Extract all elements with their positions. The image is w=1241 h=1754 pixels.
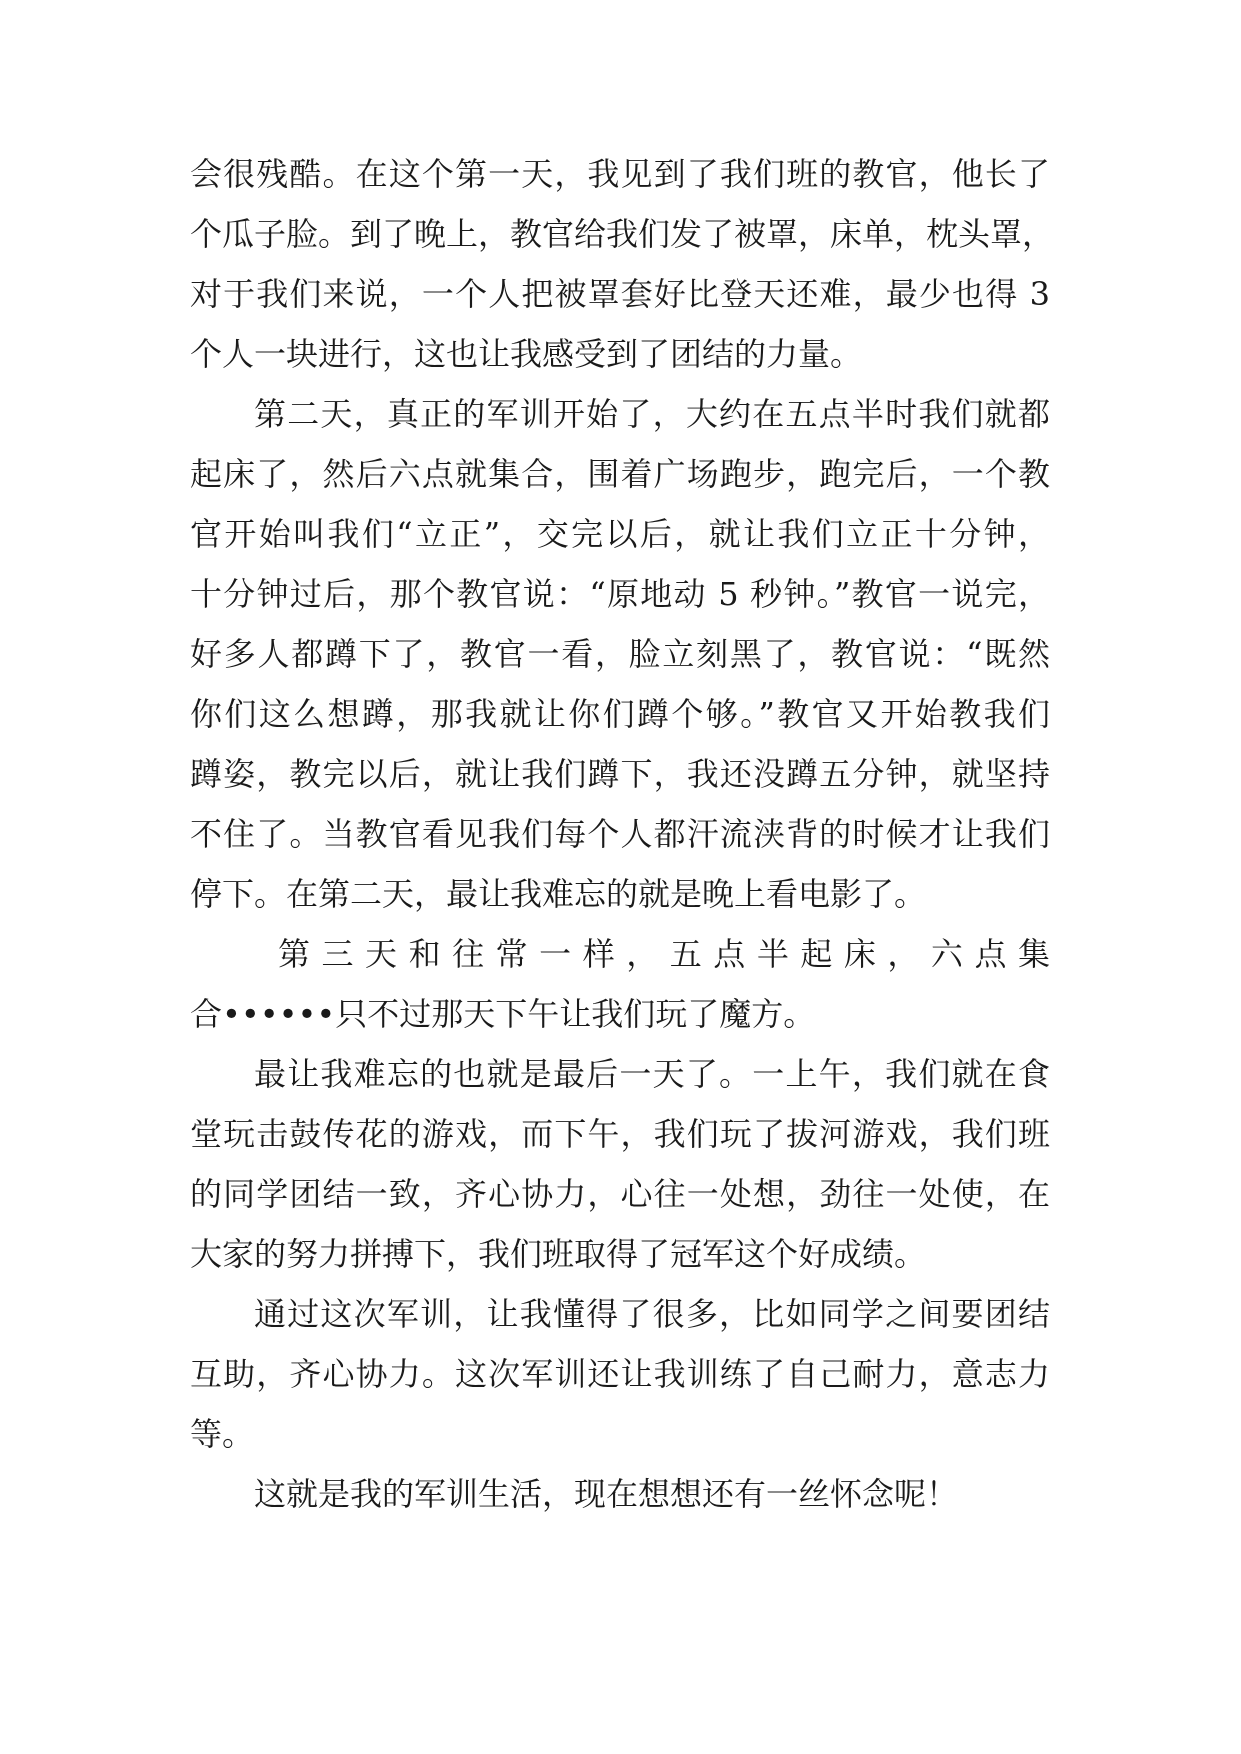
essay-body <box>190 144 1055 1524</box>
paragraph-2 <box>190 384 1050 924</box>
text-line: 的同学团结一致，齐心协力，心往一处想，劲往一处使，在 <box>190 1175 1050 1213</box>
paragraph-4 <box>190 1044 1050 1284</box>
text-line: 不住了。当教官看见我们每个人都汗流浃背的时候才让我们 <box>190 815 1050 853</box>
text-line: 会很残酷。在这个第一天，我见到了我们班的教官，他长了 <box>190 155 1050 193</box>
text-line: 合••••••只不过那天下午让我们玩了魔方。 <box>190 995 816 1033</box>
paragraph-1 <box>190 144 1055 384</box>
text-line: 蹲姿，教完以后，就让我们蹲下，我还没蹲五分钟，就坚持 <box>190 755 1050 793</box>
text-line: 等。 <box>190 1415 255 1453</box>
text-line: 这就是我的军训生活，现在想想还有一丝怀念呢！ <box>254 1475 959 1513</box>
paragraph-5 <box>190 1284 1050 1464</box>
text-line: 第 三 天 和 往 常 一 样 ， 五 点 半 起 床 ， 六 点 集 <box>278 935 1050 973</box>
text-line: 你们这么想蹲，那我就让你们蹲个够。”教官又开始教我们 <box>190 695 1050 733</box>
text-line: 最让我难忘的也就是最后一天了。一上午，我们就在食 <box>254 1055 1050 1093</box>
text-line: 官开始叫我们“立正”，交完以后，就让我们立正十分钟， <box>190 515 1050 553</box>
text-line: 停下。在第二天，最让我难忘的就是晚上看电影了。 <box>190 875 927 913</box>
text-line: 对于我们来说，一个人把被罩套好比登天还难，最少也得 3 <box>190 275 1050 313</box>
text-line: 大家的努力拼搏下，我们班取得了冠军这个好成绩。 <box>190 1235 927 1273</box>
text-line: 十分钟过后，那个教官说：“原地动 5 秒钟。”教官一说完， <box>190 575 1050 613</box>
paragraph-6 <box>190 1464 1050 1524</box>
text-line: 起床了，然后六点就集合，围着广场跑步，跑完后，一个教 <box>190 455 1050 493</box>
paragraph-3 <box>190 924 1050 1044</box>
text-line: 好多人都蹲下了，教官一看，脸立刻黑了，教官说：“既然 <box>190 635 1050 673</box>
text-line: 通过这次军训，让我懂得了很多，比如同学之间要团结 <box>254 1295 1050 1333</box>
text-line: 个人一块进行，这也让我感受到了团结的力量。 <box>190 335 863 373</box>
text-line: 个瓜子脸。到了晚上，教官给我们发了被罩，床单，枕头罩， <box>190 215 1055 253</box>
text-line: 堂玩击鼓传花的游戏，而下午，我们玩了拔河游戏，我们班 <box>190 1115 1050 1153</box>
text-line: 互助，齐心协力。这次军训还让我训练了自己耐力，意志力 <box>190 1355 1050 1393</box>
text-line: 第二天，真正的军训开始了，大约在五点半时我们就都 <box>254 395 1050 433</box>
